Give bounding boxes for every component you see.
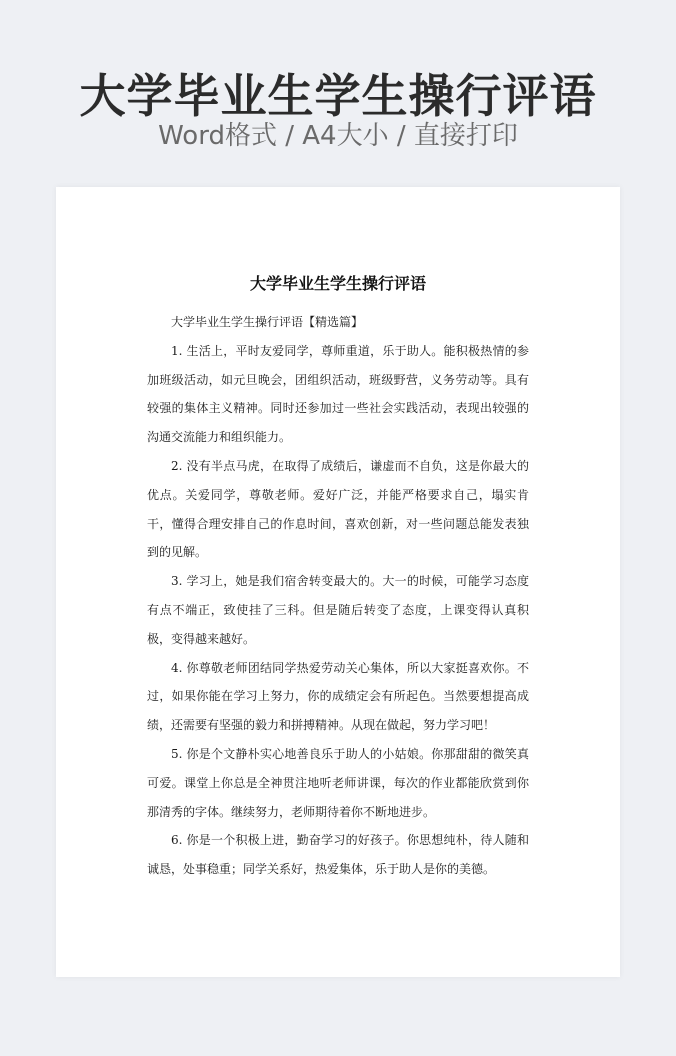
document-title: 大学毕业生学生操行评语 bbox=[249, 274, 426, 293]
banner-title: 大学毕业生学生操行评语 bbox=[79, 69, 597, 123]
banner bbox=[0, 0, 676, 186]
banner-subtitle: Word格式 / A4大小 / 直接打印 bbox=[158, 121, 518, 151]
paragraph-1: 1. 生活上，平时友爱同学，尊师重道，乐于助人。能积极热情的参加班级活动，如元旦晚会，团组织活动，班级野营，义务劳动等。具有较强的集体主义精神。同时还参加过一些社会实践活动，表现出较强的沟通交流能力和组织能力。 bbox=[147, 343, 529, 445]
paragraph-6: 6. 你是一个积极上进，勤奋学习的好孩子。你思想纯朴，待人随和诚恳，处事稳重；同学关系好，热爱集体，乐于助人是你的美德。 bbox=[147, 833, 529, 877]
paragraph-2: 2. 没有半点马虎，在取得了成绩后，谦虚而不自负，这是你最大的优点。关爱同学，尊敬老师。爱好广泛，并能严格要求自己，塌实肯干，懂得合理安排自己的作息时间，喜欢创新，对一些问题总能发表独到的见解。 bbox=[147, 458, 529, 560]
paragraph-3: 3. 学习上，她是我们宿舍转变最大的。大一的时候，可能学习态度有点不端正，致使挂了三科。但是随后转变了态度，上课变得认真积极，变得越来越好。 bbox=[147, 574, 529, 646]
paragraph-5: 5. 你是个文静朴实心地善良乐于助人的小姑娘。你那甜甜的微笑真可爱。课堂上你总是全神贯注地听老师讲课，每次的作业都能欣赏到你那清秀的字体。继续努力，老师期待着你不断地进步。 bbox=[147, 746, 529, 819]
document-page bbox=[56, 187, 620, 977]
document-body bbox=[147, 308, 529, 884]
document-intro: 大学毕业生学生操行评语【精选篇】 bbox=[171, 315, 364, 329]
paragraph-4: 4. 你尊敬老师团结同学热爱劳动关心集体，所以大家挺喜欢你。不过，如果你能在学习上努力，你的成绩定会有所起色。当然要想提高成绩，还需要有坚强的毅力和拼搏精神。从现在做起，努力学习吧！ bbox=[147, 660, 529, 733]
